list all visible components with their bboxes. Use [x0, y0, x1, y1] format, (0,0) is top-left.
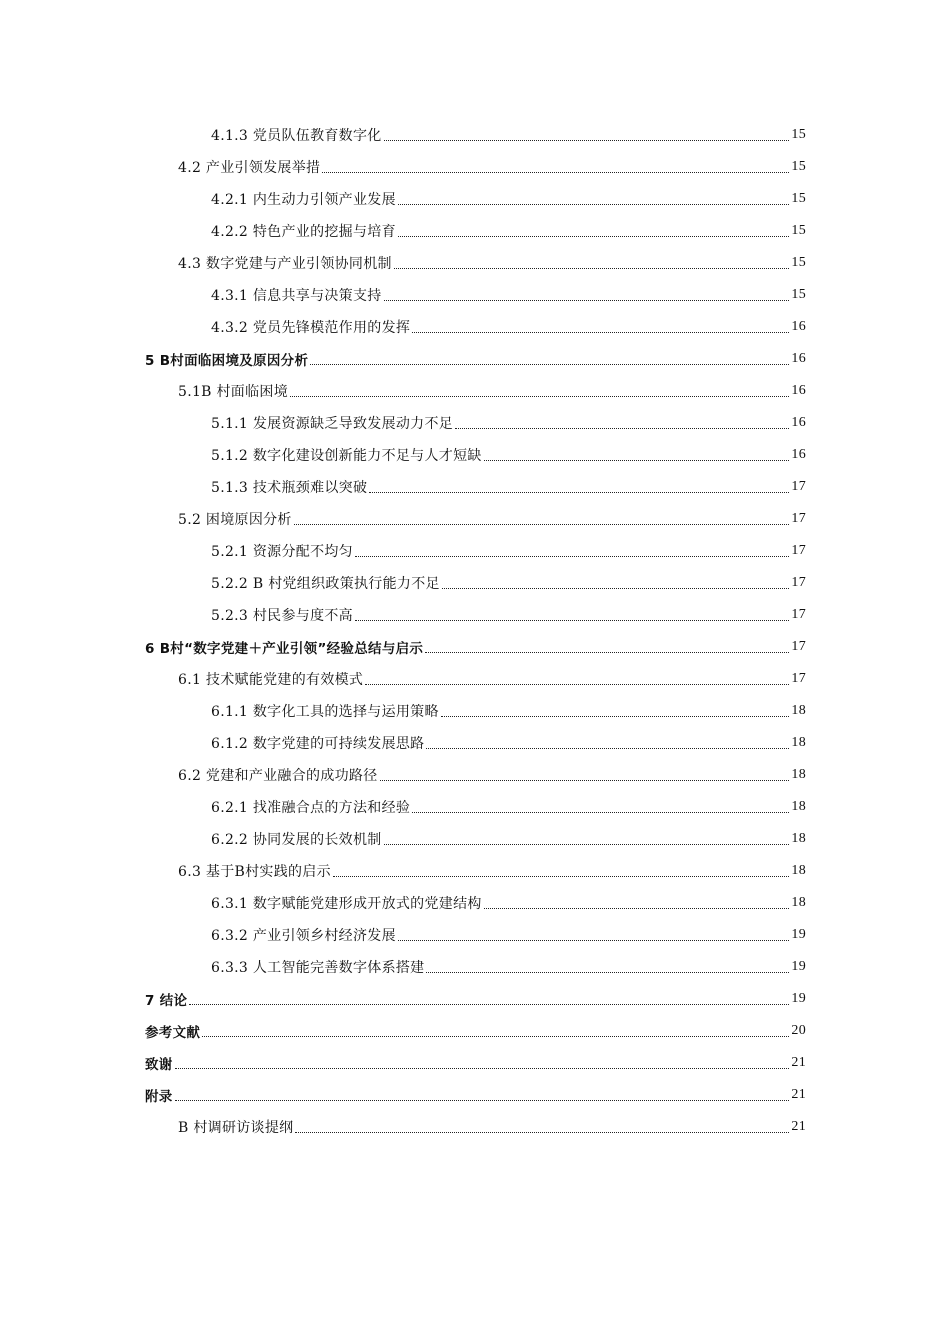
toc-entry-title: 5.2 困境原因分析: [178, 512, 292, 528]
dot-leader: [380, 766, 790, 781]
dot-leader: [290, 382, 789, 397]
toc-page-number: 17: [791, 671, 806, 686]
toc-entry[interactable]: [178, 855, 806, 887]
toc-page-number: 18: [791, 831, 806, 846]
toc-row: [0, 759, 950, 791]
toc-row: [0, 791, 950, 823]
toc-entry[interactable]: [211, 215, 806, 247]
toc-row: [0, 599, 950, 631]
toc-row: [0, 343, 950, 375]
toc-page-number: 18: [791, 799, 806, 814]
toc-entry[interactable]: [145, 631, 806, 663]
toc-row: [0, 183, 950, 215]
toc-entry-title: 4.3.1 信息共享与决策支持: [211, 288, 382, 304]
dot-leader: [294, 510, 790, 525]
toc-row: [0, 503, 950, 535]
toc-page-number: 15: [791, 287, 806, 302]
toc-entry-title: 6.3.2 产业引领乡村经济发展: [211, 928, 396, 944]
toc-entry-title: 6 B村“数字党建＋产业引领”经验总结与启示: [145, 641, 424, 657]
toc-page-number: 15: [791, 223, 806, 238]
dot-leader: [484, 894, 790, 909]
toc-row: [0, 855, 950, 887]
toc-row: [0, 951, 950, 983]
toc-row: [0, 823, 950, 855]
dot-leader: [333, 862, 789, 877]
toc-entry-title: 6.3.1 数字赋能党建形成开放式的党建结构: [211, 896, 482, 912]
toc-row: [0, 983, 950, 1015]
toc-row: [0, 215, 950, 247]
dot-leader: [426, 734, 789, 749]
toc-page-number: 18: [791, 895, 806, 910]
toc-entry-title: 6.2 党建和产业融合的成功路径: [178, 768, 378, 784]
toc-entry[interactable]: [211, 471, 806, 503]
toc-entry-title: 5.2.3 村民参与度不高: [211, 608, 353, 624]
toc-entry-title: 6.2.1 找准融合点的方法和经验: [211, 800, 411, 816]
toc-page-number: 21: [791, 1055, 806, 1070]
toc-page-number: 16: [791, 415, 806, 430]
toc-row: [0, 1079, 950, 1111]
toc-row: [0, 919, 950, 951]
toc-page-number: 17: [791, 607, 806, 622]
dot-leader: [322, 158, 789, 173]
dot-leader: [189, 990, 789, 1005]
toc-entry[interactable]: [211, 183, 806, 215]
toc-entry[interactable]: [211, 535, 806, 567]
dot-leader: [412, 318, 789, 333]
toc-entry-title: 附录: [145, 1089, 173, 1105]
dot-leader: [175, 1086, 790, 1101]
toc-row: [0, 727, 950, 759]
dot-leader: [355, 542, 789, 557]
toc-entry[interactable]: [211, 919, 806, 951]
toc-page-number: 18: [791, 863, 806, 878]
toc-page-number: 19: [791, 991, 806, 1006]
toc-row: [0, 247, 950, 279]
dot-leader: [384, 286, 790, 301]
toc-entry[interactable]: [178, 503, 806, 535]
toc-row: [0, 887, 950, 919]
toc-row: [0, 695, 950, 727]
toc-page-number: 15: [791, 255, 806, 270]
dot-leader: [202, 1022, 789, 1037]
dot-leader: [484, 446, 790, 461]
toc-row: [0, 119, 950, 151]
toc-row: [0, 663, 950, 695]
dot-leader: [412, 798, 789, 813]
toc-page-number: 16: [791, 351, 806, 366]
dot-leader: [355, 606, 789, 621]
dot-leader: [398, 190, 790, 205]
toc-page-number: 17: [791, 479, 806, 494]
toc-page-number: 20: [791, 1023, 806, 1038]
toc-row: [0, 567, 950, 599]
toc-entry-title: 参考文献: [145, 1025, 201, 1041]
toc-entry-title: 6.2.2 协同发展的长效机制: [211, 832, 382, 848]
dot-leader: [384, 126, 790, 141]
toc-row: [0, 375, 950, 407]
toc-page-number: 16: [791, 447, 806, 462]
toc-page-number: 19: [791, 927, 806, 942]
toc-entry[interactable]: [145, 1015, 806, 1047]
toc-page-number: 16: [791, 319, 806, 334]
toc-page-number: 15: [791, 191, 806, 206]
toc-entry-title: 6.1.2 数字党建的可持续发展思路: [211, 736, 425, 752]
toc-entry[interactable]: [211, 311, 806, 343]
toc-entry[interactable]: [211, 791, 806, 823]
toc-page-number: 17: [791, 543, 806, 558]
toc-entry[interactable]: [178, 375, 806, 407]
toc-entry-title: 5.2.2 B 村党组织政策执行能力不足: [211, 576, 440, 592]
toc-page-number: 17: [791, 639, 806, 654]
toc-row: [0, 471, 950, 503]
toc-entry-title: 致谢: [145, 1057, 173, 1073]
dot-leader: [369, 478, 789, 493]
toc-row: [0, 407, 950, 439]
dot-leader: [365, 670, 789, 685]
toc-entry-title: 4.2.2 特色产业的挖掘与培育: [211, 224, 396, 240]
toc-entry-title: 4.3 数字党建与产业引领协同机制: [178, 256, 392, 272]
toc-page-number: 19: [791, 959, 806, 974]
toc-entry[interactable]: [211, 727, 806, 759]
toc-entry-title: 6.1.1 数字化工具的选择与运用策略: [211, 704, 439, 720]
toc-page-number: 15: [791, 127, 806, 142]
dot-leader: [441, 702, 790, 717]
toc-entry-title: 5.1.3 技术瓶颈难以突破: [211, 480, 368, 496]
toc-entry[interactable]: [145, 983, 806, 1015]
toc-entry-title: 5 B村面临困境及原因分析: [145, 353, 309, 369]
toc-row: [0, 151, 950, 183]
toc-entry[interactable]: [178, 1111, 806, 1143]
toc-entry[interactable]: [211, 599, 806, 631]
toc-page-number: 18: [791, 735, 806, 750]
toc-entry[interactable]: [145, 1047, 806, 1079]
toc-page-number: 16: [791, 383, 806, 398]
toc-entry[interactable]: [178, 247, 806, 279]
toc-page-number: 18: [791, 703, 806, 718]
toc-entry-title: 4.2 产业引领发展举措: [178, 160, 321, 176]
dot-leader: [398, 926, 790, 941]
toc-entry[interactable]: [178, 759, 806, 791]
toc-entry-title: 6.3 基于B村实践的启示: [178, 864, 331, 880]
toc-entry[interactable]: [211, 439, 806, 471]
toc-entry-title: 4.2.1 内生动力引领产业发展: [211, 192, 396, 208]
toc-entry[interactable]: [211, 279, 806, 311]
toc-entry-title: 5.2.1 资源分配不均匀: [211, 544, 353, 560]
toc-row: [0, 439, 950, 471]
toc-entry-title: 5.1B 村面临困境: [178, 384, 289, 400]
toc-entry[interactable]: [211, 887, 806, 919]
dot-leader: [310, 350, 789, 365]
toc-page-number: 18: [791, 767, 806, 782]
toc-entry[interactable]: [211, 695, 806, 727]
toc-row: [0, 1015, 950, 1047]
toc-page-number: 17: [791, 511, 806, 526]
toc-entry[interactable]: [178, 663, 806, 695]
dot-leader: [384, 830, 790, 845]
toc-entry[interactable]: [211, 823, 806, 855]
dot-leader: [426, 958, 789, 973]
toc-entry[interactable]: [145, 343, 806, 375]
toc-page-number: 21: [791, 1119, 806, 1134]
toc-entry[interactable]: [145, 1079, 806, 1111]
toc-entry-title: 7 结论: [145, 993, 188, 1009]
toc-row: [0, 311, 950, 343]
toc-entry-title: 6.1 技术赋能党建的有效模式: [178, 672, 364, 688]
toc-entry[interactable]: [211, 407, 806, 439]
toc-row: [0, 631, 950, 663]
dot-leader: [425, 638, 789, 653]
toc-entry[interactable]: [211, 567, 806, 599]
toc-entry[interactable]: [211, 119, 806, 151]
toc-row: [0, 535, 950, 567]
toc-row: [0, 279, 950, 311]
toc-entry-title: 4.3.2 党员先锋模范作用的发挥: [211, 320, 411, 336]
toc-entry-title: 5.1.2 数字化建设创新能力不足与人才短缺: [211, 448, 482, 464]
toc-page-number: 17: [791, 575, 806, 590]
dot-leader: [175, 1054, 790, 1069]
toc-row: [0, 1047, 950, 1079]
toc-page-number: 21: [791, 1087, 806, 1102]
dot-leader: [295, 1118, 789, 1133]
toc-entry[interactable]: [211, 951, 806, 983]
toc-entry[interactable]: [178, 151, 806, 183]
dot-leader: [455, 414, 789, 429]
toc-entry-title: 6.3.3 人工智能完善数字体系搭建: [211, 960, 425, 976]
dot-leader: [442, 574, 790, 589]
dot-leader: [394, 254, 790, 269]
toc-entry-title: B 村调研访谈提纲: [178, 1120, 294, 1136]
toc-row: [0, 1111, 950, 1143]
toc-entry-title: 5.1.1 发展资源缺乏导致发展动力不足: [211, 416, 454, 432]
toc-page-number: 15: [791, 159, 806, 174]
dot-leader: [398, 222, 790, 237]
toc-entry-title: 4.1.3 党员队伍教育数字化: [211, 128, 382, 144]
